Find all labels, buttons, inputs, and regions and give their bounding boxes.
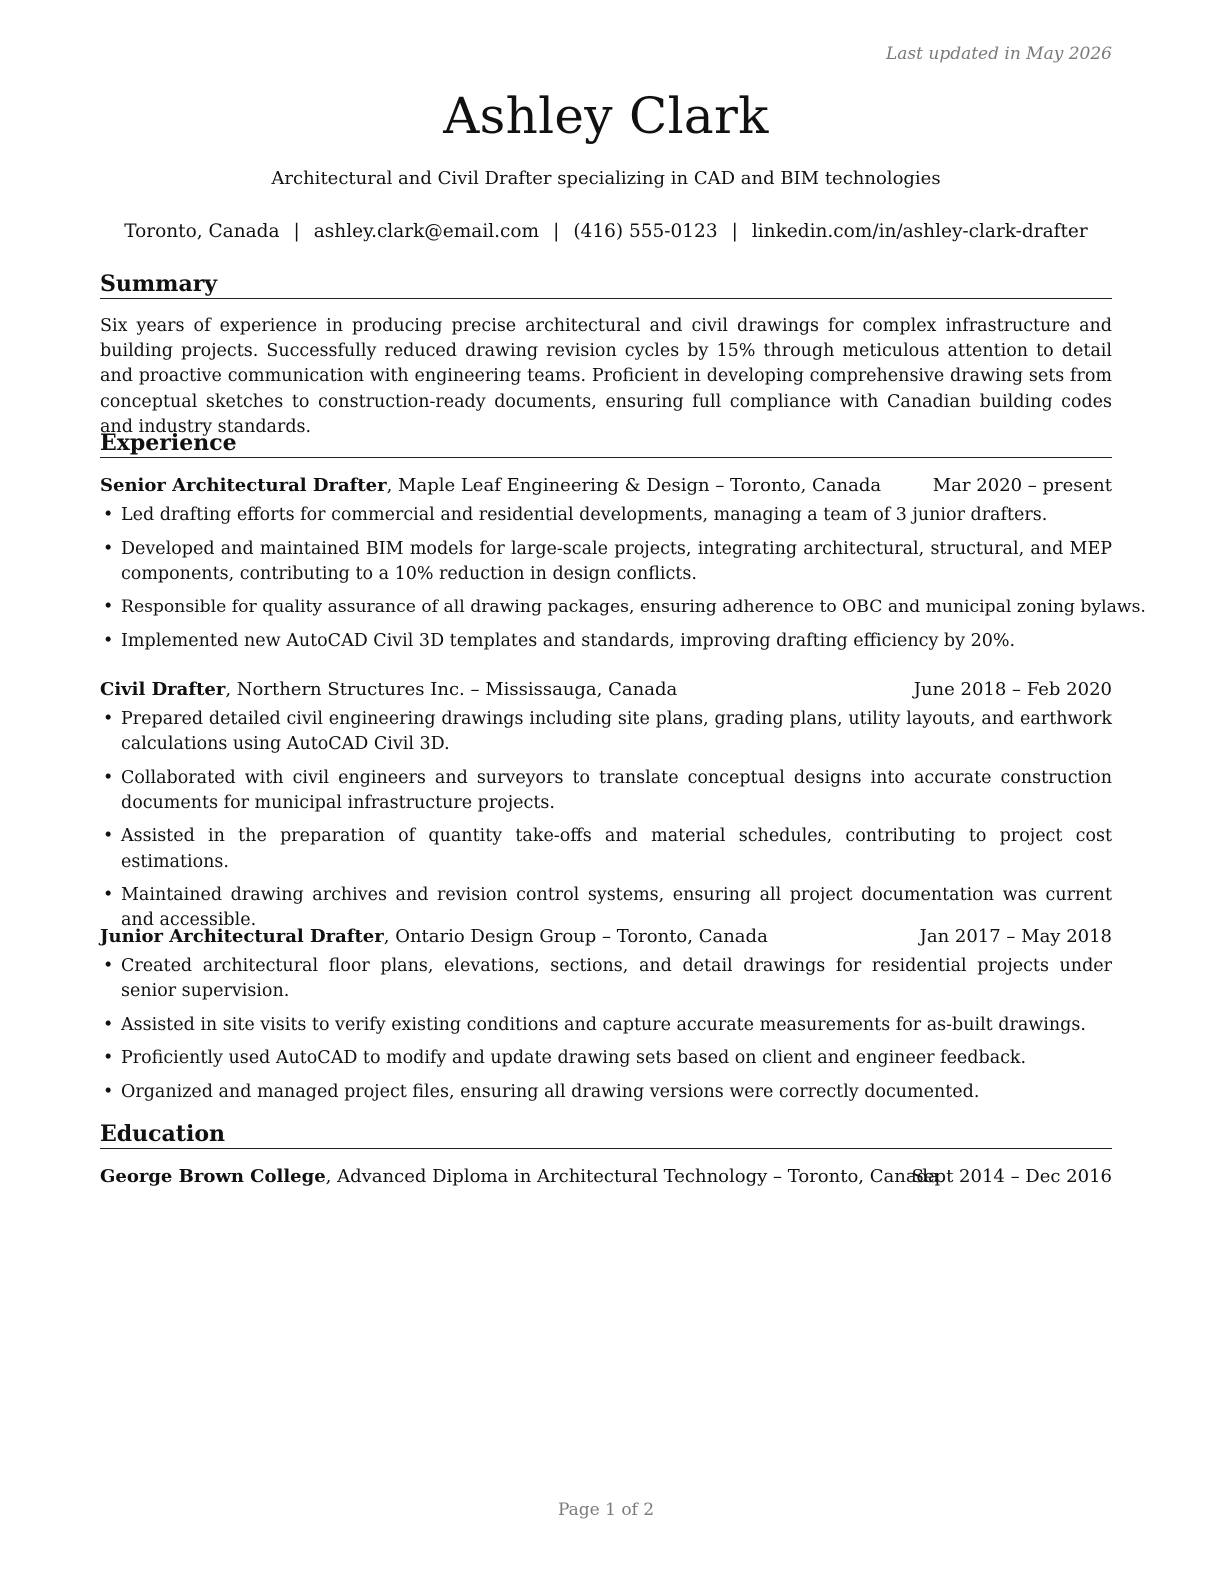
job-header: [100, 677, 1112, 703]
bullet-icon: •: [103, 505, 114, 525]
bullet-text: Created architectural floor plans, elevations, sections, and detail drawings for residential projects under senior supervision.: [121, 956, 1112, 1002]
resume-page: [100, 0, 1146, 1584]
bullet-icon: •: [103, 956, 114, 976]
bullet-text: Prepared detailed civil engineering drawings including site plans, grading plans, utility layouts, and earthwork calculations using AutoCAD Civil 3D.: [121, 709, 1112, 755]
list-item: [100, 1013, 1112, 1038]
list-item: [100, 1080, 1112, 1105]
bullet-icon: •: [103, 826, 114, 847]
bullet-text: Proficiently used AutoCAD to modify and update drawing sets based on client and engineer feedback.: [121, 1048, 1027, 1069]
list-item: [100, 766, 1112, 816]
bullet-icon: •: [103, 885, 114, 906]
school-name: George Brown College: [100, 1166, 326, 1187]
job-company: , Northern Structures Inc. – Mississauga, Canada: [225, 679, 678, 700]
candidate-name: Ashley Clark: [443, 87, 769, 145]
education-heading: Education: [100, 1120, 1112, 1149]
contact-email-link[interactable]: ashley.clark@email.com: [313, 221, 540, 242]
summary-text: Six years of experience in producing precise architectural and civil drawings for complex infrastructure and building projects. Successfully reduced drawing revision cycles by 15% through meticulous attention to detail and proactive communication with engineering teams. Proficient in developing comprehensive drawing sets from conceptual sketches to construction-ready documents, ensuring full compliance with Canadian building codes and industry standards.: [100, 316, 1112, 437]
education-entry: [100, 1164, 1112, 1190]
list-item: [100, 954, 1112, 1004]
bullet-text: Assisted in the preparation of quantity take-offs and material schedules, contributing to project cost estimations.: [121, 826, 1112, 872]
bullet-text: Organized and managed project files, ensuring all drawing versions were correctly documented.: [121, 1081, 980, 1102]
bullet-text: Collaborated with civil engineers and surveyors to translate conceptual designs into accurate construction documents for municipal infrastructure projects.: [121, 767, 1112, 813]
summary-heading: Summary: [100, 270, 1112, 299]
bullet-icon: •: [103, 538, 114, 559]
list-item: [100, 629, 1112, 654]
bullet-icon: •: [103, 630, 114, 651]
job-company: , Maple Leaf Engineering & Design – Toronto, Canada: [386, 475, 882, 496]
job-bullet-list: [100, 954, 1112, 1113]
job-company: , Ontario Design Group – Toronto, Canada: [383, 926, 768, 947]
contact-separator: |: [553, 221, 560, 242]
job-bullet-list: [100, 707, 1112, 942]
job-dates: Jan 2017 – May 2018: [919, 926, 1112, 947]
bullet-icon: •: [103, 709, 114, 729]
list-item: [100, 1046, 1112, 1071]
education-dates: Sept 2014 – Dec 2016: [911, 1166, 1112, 1187]
list-item: [100, 537, 1112, 587]
job-bullet-list: [100, 503, 1146, 662]
last-updated-note: Last updated in May 2026: [885, 44, 1112, 64]
bullet-text: Maintained drawing archives and revision control systems, ensuring all project documentation was current and accessible.: [121, 885, 1112, 931]
contact-separator: |: [293, 221, 300, 242]
job-header: [100, 924, 1112, 950]
contact-phone: (416) 555-0123: [573, 221, 718, 242]
bullet-icon: •: [103, 1048, 114, 1069]
contact-linkedin-link[interactable]: linkedin.com/in/ashley-clark-drafter: [751, 221, 1088, 242]
job-role: Civil Drafter: [100, 679, 226, 700]
page-number: Page 1 of 2: [557, 1500, 655, 1520]
bullet-icon: •: [103, 1014, 114, 1035]
bullet-icon: •: [103, 767, 114, 788]
experience-heading: Experience: [100, 429, 1112, 458]
bullet-icon: •: [103, 1081, 114, 1102]
contact-separator: |: [731, 221, 738, 242]
list-item: [100, 595, 1146, 620]
degree-detail: , Advanced Diploma in Architectural Technology – Toronto, Canada: [325, 1166, 939, 1187]
bullet-icon: •: [103, 597, 114, 618]
bullet-text: Led drafting efforts for commercial and residential developments, managing a team of 3 junior drafters.: [121, 505, 1048, 525]
list-item: [100, 707, 1112, 757]
list-item: [100, 503, 1112, 528]
contact-location: Toronto, Canada: [124, 221, 280, 242]
bullet-text: Responsible for quality assurance of all drawing packages, ensuring adherence to OBC and municipal zoning bylaws.: [121, 597, 1146, 618]
job-role: Senior Architectural Drafter: [100, 475, 387, 496]
job-role: Junior Architectural Drafter: [100, 926, 384, 947]
contact-line: [100, 219, 1112, 245]
job-dates: June 2018 – Feb 2020: [913, 679, 1112, 700]
bullet-text: Assisted in site visits to verify existing conditions and capture accurate measurements for as-built drawings.: [121, 1014, 1086, 1035]
job-header: [100, 473, 1112, 499]
job-dates: Mar 2020 – present: [932, 475, 1112, 496]
bullet-text: Implemented new AutoCAD Civil 3D templates and standards, improving drafting efficiency by 20%.: [121, 630, 1016, 651]
candidate-tagline: Architectural and Civil Drafter specializing in CAD and BIM technologies: [271, 168, 941, 189]
bullet-text: Developed and maintained BIM models for large-scale projects, integrating architectural, structural, and MEP components, contributing to a 10% reduction in design conflicts.: [121, 538, 1112, 584]
list-item: [100, 824, 1112, 874]
